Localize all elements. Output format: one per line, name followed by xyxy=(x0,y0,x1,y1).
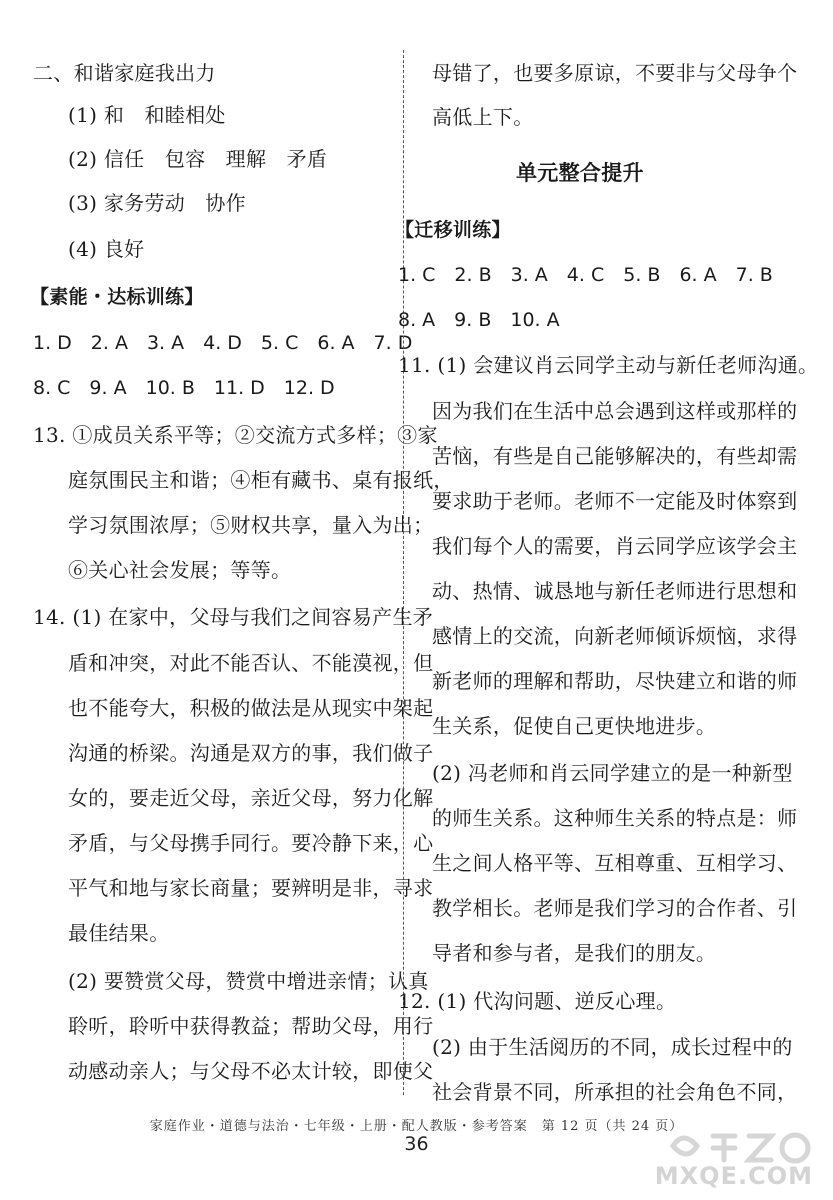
q12-line: 12. (1) 代沟问题、逆反心理。 xyxy=(398,989,677,1013)
answer-item: (4) 良好 xyxy=(68,237,145,261)
answer-item: (1) 和 和睦相处 xyxy=(68,103,226,127)
q13-line: 13. ①成员关系平等；②交流方式多样；③家 xyxy=(33,423,438,447)
q13-line: 学习氛围浓厚；⑤财权共享，量入为出； xyxy=(68,513,434,537)
q13-line: ⑥关心社会发展；等等。 xyxy=(68,558,292,582)
q14-line: 聆听，聆听中获得教益；帮助父母，用行 xyxy=(68,1014,434,1038)
mc-answers-line: 1. D 2. A 3. A 4. D 5. C 6. A 7. D xyxy=(33,332,413,354)
q11-line: 动、热情、诚恳地与新任老师进行思想和 xyxy=(432,579,798,603)
unit-title: 单元整合提升 xyxy=(516,160,644,185)
q14-line: 14. (1) 在家中，父母与我们之间容易产生矛 xyxy=(33,605,434,629)
q11-line: 感情上的交流，向新老师倾诉烦恼，求得 xyxy=(432,624,798,648)
page-footer: 家庭作业・道德与法治・七年级・上册・配人教版・参考答案 第 12 页（共 24 页） xyxy=(149,1119,684,1134)
q14-line: 沟通的桥梁。沟通是双方的事，我们做子 xyxy=(68,741,434,765)
q14-line: 平气和地与家长商量；要辨明是非，寻求 xyxy=(68,876,434,900)
mc-answers-line: 8. A 9. B 10. A xyxy=(398,309,560,331)
answer-item: (2) 信任 包容 理解 矛盾 xyxy=(68,147,328,171)
page-number: 36 xyxy=(404,1133,429,1155)
q11-line: 导者和参与者，是我们的朋友。 xyxy=(432,941,717,965)
q11-line: 新老师的理解和帮助，尽快建立和谐的师 xyxy=(432,669,798,693)
transfer-title: 【迁移训练】 xyxy=(395,219,511,241)
drill-title: 【素能・达标训练】 xyxy=(30,286,204,308)
q14-line: 盾和冲突，对此不能否认、不能漠视，但 xyxy=(68,651,434,675)
q12-line: (2) 由于生活阅历的不同，成长过程中的 xyxy=(432,1035,793,1059)
q14-line: 动感动亲人；与父母不必太计较，即使父 xyxy=(68,1059,434,1083)
q14-line: 女的，要走近父母，亲近父母，努力化解 xyxy=(68,786,434,810)
q11-line: 苦恼，有些是自己能够解决的，有些却需 xyxy=(432,444,798,468)
q11-line: 因为我们在生活中总会遇到这样或那样的 xyxy=(432,399,798,423)
mc-answers-line: 8. C 9. A 10. B 11. D 12. D xyxy=(33,377,335,399)
continued-line: 母错了，也要多原谅，不要非与父母争个 xyxy=(432,61,798,85)
q11-line: 11. (1) 会建议肖云同学主动与新任老师沟通。 xyxy=(398,353,819,377)
q14-line: 最佳结果。 xyxy=(68,921,170,945)
section-title: 二、和谐家庭我出力 xyxy=(33,61,216,85)
watermark-logo-icon xyxy=(665,1126,815,1166)
q11-line: 教学相长。老师是我们学习的合作者、引 xyxy=(432,896,798,920)
watermark-text: MXQE.COM xyxy=(654,1162,813,1190)
q14-line: 矛盾，与父母携手同行。要冷静下来，心 xyxy=(68,831,434,855)
mc-answers-line: 1. C 2. B 3. A 4. C 5. B 6. A 7. B xyxy=(398,264,773,286)
q11-line: 的师生关系。这种师生关系的特点是：师 xyxy=(432,806,798,830)
q11-line: 要求助于老师。老师不一定能及时体察到 xyxy=(432,489,798,513)
q11-line: 生关系，促使自己更快地进步。 xyxy=(432,714,717,738)
q11-line: (2) 冯老师和肖云同学建立的是一种新型 xyxy=(432,761,793,785)
q14-line: 也不能夸大，积极的做法是从现实中架起 xyxy=(68,696,434,720)
q14-line: (2) 要赞赏父母，赞赏中增进亲情；认真 xyxy=(68,969,429,993)
q12-line: 社会背景不同，所承担的社会角色不同， xyxy=(432,1080,798,1104)
continued-line: 高低上下。 xyxy=(432,105,534,129)
q11-line: 生之间人格平等、互相尊重、互相学习、 xyxy=(432,851,798,875)
q13-line: 庭氛围民主和谐；④柜有藏书、桌有报纸， xyxy=(68,468,454,492)
answer-item: (3) 家务劳动 协作 xyxy=(68,191,246,215)
column-divider xyxy=(403,50,404,1095)
q11-line: 我们每个人的需要，肖云同学应该学会主 xyxy=(432,534,798,558)
